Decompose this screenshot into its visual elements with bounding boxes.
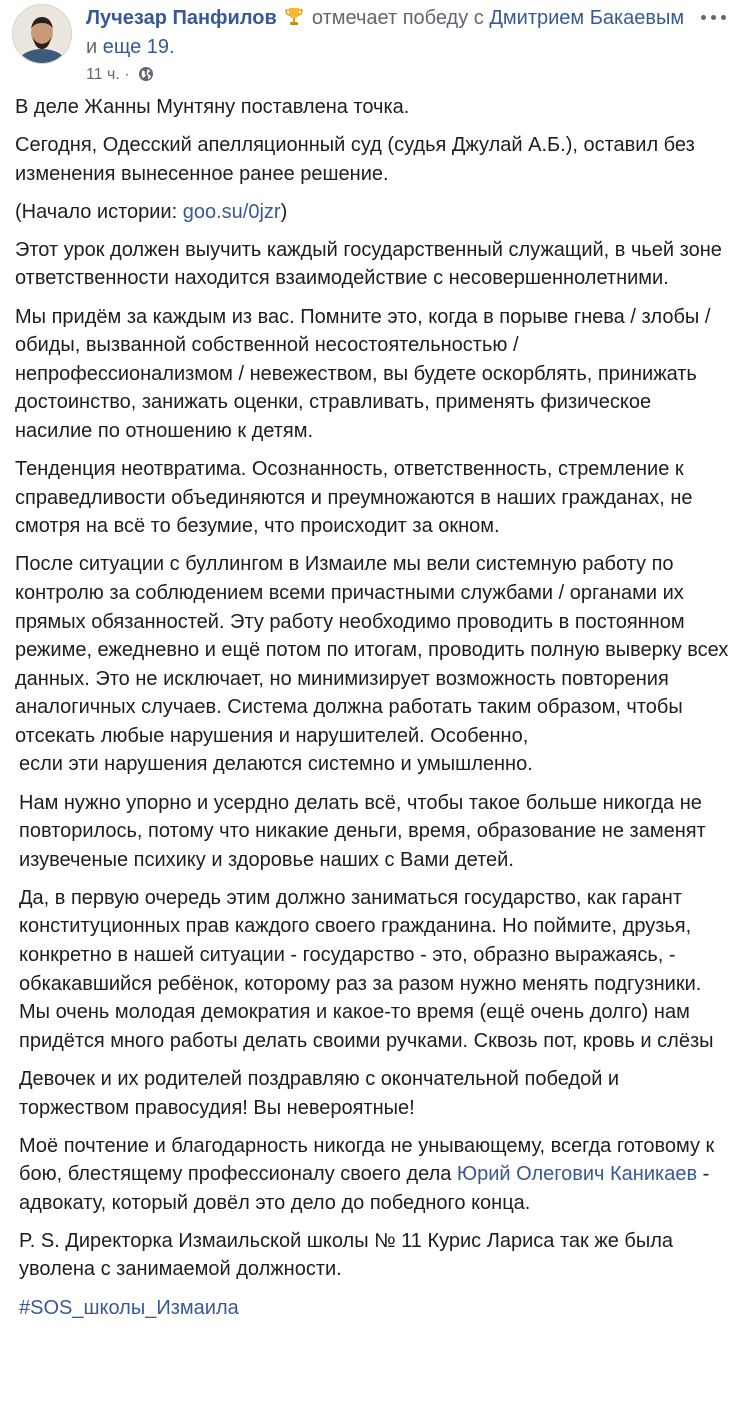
paragraph-text: ) — [280, 200, 288, 223]
post-paragraph: Да, в первую очередь этим должно заниматься государство, как гарант конституционных прав каждого своего гражданина. Но поймите, друзья, конкретно в нашей ситуации - государство - это, образно выражаясь, - обкакавшийся ребёнок, которому раз за разом нужно менять подгузники. Мы очень молодая демократия и какое-то время (ещё очень долго) нам придётся много работы делать своими ручками. Сквозь пот, кровь и слёзы — [19, 886, 714, 1052]
paragraph-text: - адвокату, который довёл это дело до победного конца. — [19, 1163, 710, 1214]
post-paragraph: Нам нужно упорно и усердно делать всё, чтобы такое больше никогда не повторилось, потому что никакие деньги, время, образование не заменят изувеченые психику и здоровье наших с Вами детей. — [19, 791, 706, 871]
avatar-photo — [13, 5, 71, 63]
lawyer-profile-link[interactable]: Юрий Олегович Каникаев — [456, 1163, 698, 1186]
post-paragraph: Сегодня, Одесский апелляционный суд (судья Джулай А.Б.), оставил без изменения вынесенное ранее решение. — [15, 134, 695, 185]
post-paragraph — [15, 1294, 730, 1323]
others-link[interactable]: еще 19. — [102, 36, 175, 58]
post-paragraph: После ситуации с буллингом в Измаиле мы вели системную работу по контролю за соблюдением всеми причастными службами / органами их прямых обязанностей. Эту работу необходимо проводить в постоянном режиме, ежедневно и ещё потом по итогам, проводить полную выверку всех данных. Это не исключает, но минимизирует возможность повторения аналогичных случаев. Система должна работать таким образом, чтобы отсекать любые нарушения и нарушителей. Особенно, — [15, 553, 729, 747]
post-paragraph: Тенденция неотвратима. Осознанность, ответственность, стремление к справедливости объединяются и преумножаются в наших гражданах, не смотря на всё то безумие, что происходит за окном. — [15, 458, 693, 538]
and-text: и — [86, 36, 98, 58]
post-paragraph: Девочек и их родителей поздравляю с окончательной победой и торжеством правосудия! Вы невероятные! — [19, 1067, 620, 1119]
author-name-link[interactable]: Лучезар Панфилов — [86, 7, 277, 29]
post-body — [15, 93, 730, 1332]
post-header — [12, 4, 727, 88]
post-timestamp[interactable]: 11 ч. — [86, 66, 120, 83]
post-paragraph: Этот урок должен выучить каждый государственный служащий, в чьей зоне ответственности находится взаимодействие с несовершеннолетними. — [15, 238, 722, 290]
hashtag-link[interactable]: #SOS_школы_Измаила — [19, 1296, 239, 1319]
post-paragraph: Мы придём за каждым из вас. Помните это, когда в порыве гнева / злобы / обиды, вызванной собственной несостоятельностью / непрофессионализмом / невежеством, вы будете оскорблять, принижать достоинство, занижать оценки, стравливать, применять физическое насилие по отношению к детям. — [15, 305, 711, 442]
post-paragraph: если эти нарушения делаются системно и умышленно. — [19, 753, 533, 776]
post-paragraph — [15, 198, 730, 227]
paragraph-text: (Начало истории: — [15, 200, 183, 223]
post-paragraph — [15, 1132, 730, 1218]
meta-separator: · — [124, 66, 130, 83]
post-paragraph: P. S. Директорка Измаильской школы № 11 Курис Лариса так же была уволена с занимаемой должности. — [19, 1229, 674, 1281]
action-text: отмечает победу с — [311, 7, 484, 29]
post-meta — [86, 64, 154, 86]
globe-icon[interactable] — [138, 66, 154, 82]
paragraph-text: Моё почтение и благодарность никогда не унывающему, всегда готовому к бою, блестящему профессионалу своего дела — [19, 1134, 715, 1186]
story-link[interactable]: goo.su/0jzr — [182, 200, 281, 223]
tagged-person-link[interactable]: Дмитрием Бакаевым — [489, 7, 685, 29]
trophy-icon — [284, 6, 304, 26]
post-header-text — [86, 4, 686, 62]
author-avatar[interactable] — [12, 4, 72, 64]
post-paragraph: В деле Жанны Мунтяну поставлена точка. — [15, 96, 410, 118]
more-options-icon[interactable] — [701, 6, 727, 28]
